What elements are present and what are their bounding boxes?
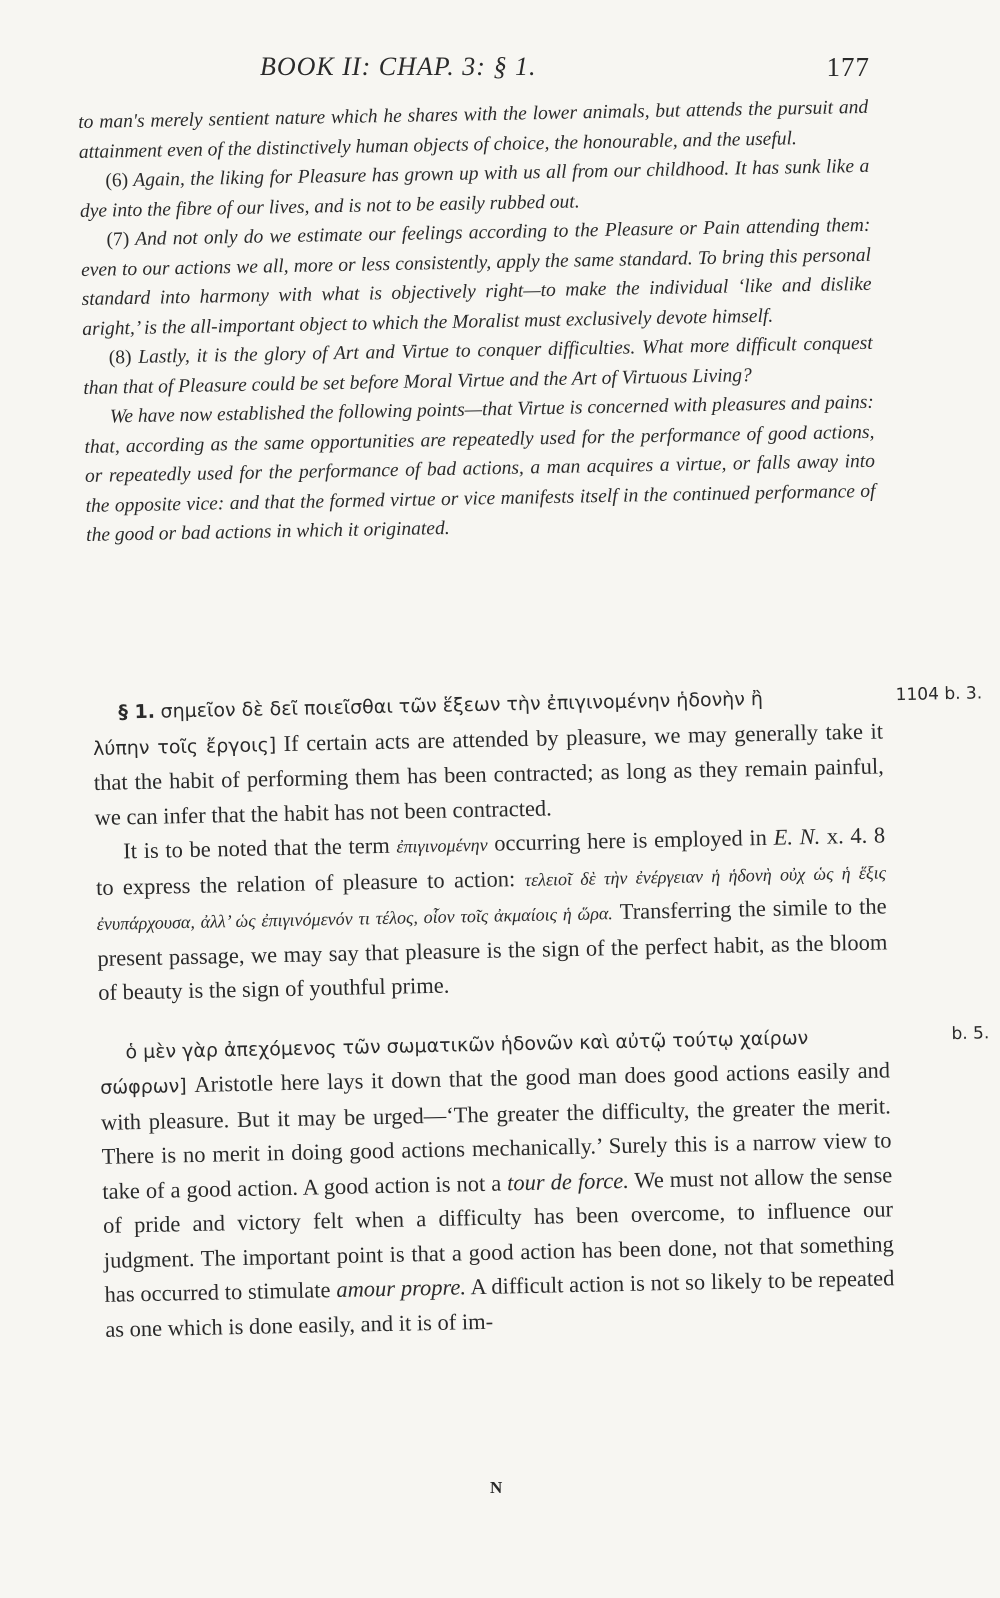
point-text: Lastly, it is the glory of Art and Virtue to conquer difficulties. What more difficult conquest than that of Pleasure could be set before Moral Virtue and the Art of Virtuous Living?	[83, 332, 873, 399]
point-number: (7)	[106, 229, 130, 251]
note-text: Transferring the simile to the present passage, we may say that pleasure is the sign of the perfect habit, as the bloom of beauty is the sign of youthful prime.	[97, 893, 888, 1005]
note-text: If certain acts are attended by pleasure, we may generally take it that the habit of performing them has been contracted; as long as they remain painful, we can infer that the habit has not been contracted.	[93, 717, 884, 830]
note-text: We must not allow the sense of pride and victory felt when a difficulty has been overcome, to influence our judgment. The important point is that a good action has been done, not that something has occurred to stimulate	[102, 1161, 894, 1307]
point-number: (8)	[108, 347, 132, 369]
margin-reference: 1104 b. 3.	[895, 683, 983, 706]
commentary-notes	[92, 678, 990, 1346]
note-text: Aristotle here lays it down that the good man does good actions easily and with pleasure. But it may be urged—‘The greater the difficulty, the greater the merit. There is no merit in doing good actions mechanically.’ Surely this is a narrow view to take of a good action. A good action is not a	[100, 1057, 892, 1204]
greek-lemma: σημεῖον δὲ δεῖ ποιεῖσθαι τῶν ἕξεων τὴν ἐπιγινομένην ἡδονὴν ἢ	[160, 687, 764, 723]
note-text: x. 4. 8 to express the relation of pleasure to action:	[95, 822, 886, 900]
note-text: occurring here is employed in	[493, 824, 768, 856]
point-number: (6)	[105, 170, 129, 192]
page-number: 177	[826, 52, 870, 82]
running-head	[260, 52, 870, 82]
note-text: A difficult action is not so likely to be repeated as one which is done easily, and it is of im-	[105, 1265, 895, 1342]
french-phrase: amour propre.	[336, 1274, 467, 1303]
greek-lemma-tail: σώφρων]	[100, 1075, 187, 1099]
margin-reference: b. 5.	[951, 1022, 990, 1044]
summary-point-7	[80, 211, 872, 344]
summary-continuation: to man's merely sentient nature which he shares with the lower animals, but attends the pursuit and attainment even of the distinctively human objects of choice, the honourable, and the useful.	[78, 96, 869, 163]
note-text: It is to be noted that the term	[123, 832, 390, 864]
note-epiginomenen	[95, 818, 889, 1010]
summary-paragraphs	[78, 93, 876, 551]
note-sophron	[99, 1018, 990, 1347]
greek-lemma-tail: λύπην τοῖς ἔργοις]	[92, 733, 277, 760]
point-text: And not only do we estimate our feelings according to the Pleasure or Pain attending them: even to our actions we all, more or less consistently, apply the same standard. To bring this personal standard into harmony with what is objectively right—to make the individual ‘like and dislike aright,’ is the all-important object to which the Moralist must exclusively devote himself.	[80, 214, 872, 340]
signature-mark: N	[490, 1478, 504, 1497]
summary-conclusion: We have now established the following points—that Virtue is concerned with pleasures and pains: that, according as the same opportunities are repeatedly used for the performance of good actions, or repeatedly used for the performance of bad actions, a man acquires a virtue, or falls away into the opposite vice: and that the formed virtue or vice manifests itself in the continued performance of the good or bad actions in which it originated.	[84, 391, 876, 546]
greek-quotation: τελειοῖ δὲ τὴν ἐνέργειαν ἡ ἡδονὴ οὐχ ὡς ἡ ἕξις ἐνυπάρχουσα, ἀλλ’ ὡς ἐπιγινόμενόν τι τέλος, οἷον τοῖς ἀκμαίοις ἡ ὥρα.	[96, 861, 887, 934]
greek-term: ἐπιγινομένην	[396, 834, 488, 857]
running-title: BOOK II: CHAP. 3: § 1.	[260, 52, 537, 81]
french-phrase: tour de force.	[506, 1167, 630, 1195]
section-mark: § 1.	[118, 700, 156, 724]
point-text: Again, the liking for Pleasure has grown up with us all from our childhood. It has sunk like a dye into the fibre of our lives, and is not to be easily rubbed out.	[79, 155, 870, 222]
work-reference: E. N.	[773, 823, 821, 850]
note-section-1	[92, 678, 983, 835]
greek-lemma: ὁ μὲν γὰρ ἀπεχόμενος τῶν σωματικῶν ἡδονῶν καὶ αὐτῷ τούτῳ χαίρων	[125, 1026, 809, 1063]
